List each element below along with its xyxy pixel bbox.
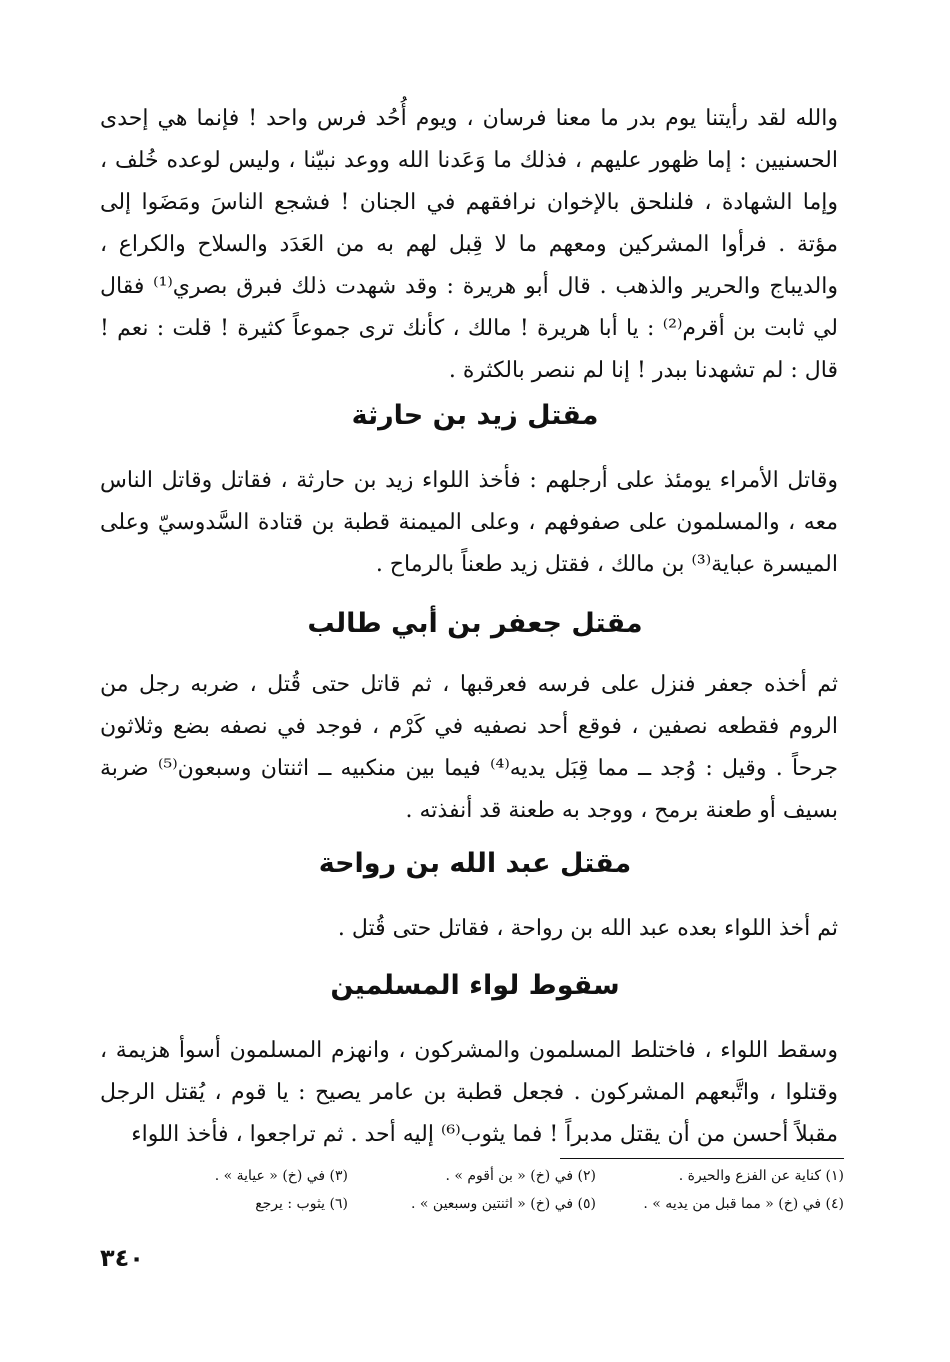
section-paragraph (100, 460, 838, 586)
section-paragraph (100, 664, 838, 832)
section-heading: مقتل عبد الله بن رواحة (318, 848, 632, 879)
section-paragraph (100, 908, 838, 950)
footnote-row (100, 1190, 844, 1218)
footnote: (٢) في (خ) « بن أقوم » . (445, 1168, 596, 1184)
page-number: ٣٤٠ (100, 1244, 144, 1272)
paragraph-text: ثم أخذ اللواء بعده عبد الله بن رواحة ، فقاتل حتى قُتل . (337, 916, 838, 941)
paragraph-text: وقاتل الأمراء يومئذ على أرجلهم : فأخذ اللواء زيد بن حارثة ، فقاتل وقاتل الناس معه ، والمسلمون على صفوفهم ، وعلى الميمنة قطبة بن قتادة السَّدوسيّ وعلى الميسرة عباية⁽³⁾ بن مالك ، فقتل زيد طعناً بالرماح . (100, 468, 838, 577)
section-paragraph (100, 1030, 838, 1156)
footnote-row (100, 1162, 844, 1190)
paragraph-text: وسقط اللواء ، فاختلط المسلمون والمشركون ، وانهزم المسلمون أسوأ هزيمة ، وقتلوا ، واتَّبعهم المشركون . فجعل قطبة بن عامر يصيح : يا قوم ، يُقتل الرجل مقبلاً أحسن من أن يقتل مدبراً ! فما يثوب⁽⁶⁾ إليه أحد . ثم تراجعوا ، فأخذ اللواء (100, 1038, 838, 1147)
footnotes (100, 1162, 844, 1218)
paragraph-text: ثم أخذه جعفر فنزل على فرسه فعرقبها ، ثم قاتل حتى قُتل ، ضربه رجل من الروم فقطعه نصفين ، فوقع أحد نصفيه في كَرْم ، فوجد في نصفه بضع وثلاثون جرحاً . وقيل : وُجد ــ مما قِبَل يديه⁽⁴⁾ فيما بين منكبيه ــ اثنتان وسبعون⁽⁵⁾ ضربة بسيف أو طعنة برمح ، ووجد به طعنة قد أنفذته . (100, 672, 839, 823)
footnote: (١) كناية عن الفزع والحيرة . (678, 1168, 844, 1184)
footnote-divider (560, 1158, 844, 1159)
footnote: (٣) في (خ) « عياية » . (214, 1168, 348, 1184)
section-heading: سقوط لواء المسلمين (330, 970, 620, 1001)
section-heading: مقتل جعفر بن أبي طالب (307, 608, 643, 639)
footnote: (٤) في (خ) « مما قبل من يديه » . (643, 1196, 844, 1212)
intro-paragraph (100, 98, 838, 392)
footnote: (٥) في (خ) « اثنتين وسبعين » . (411, 1196, 596, 1212)
section-heading: مقتل زيد بن حارثة (351, 400, 599, 431)
paragraph-text: والله لقد رأيتنا يوم بدر ما معنا فرسان ، ويوم أُحُد فرس واحد ! فإنما هي إحدى الحسنيين : إما ظهور عليهم ، فذلك ما وَعَدنا الله ووعد نبيّنا ، وليس لوعده خُلف ، وإما الشهادة ، فلنلحق بالإخوان نرافقهم في الجنان ! فشجع الناسَ ومَضَوا إلى مؤتة . فرأوا المشركين ومعهم ما لا قِبل لهم به من العَدَد والسلاح والكراع ، والديباج والحرير والذهب . قال أبو هريرة : وقد شهدت ذلك فبرق بصري⁽¹⁾ فقال لي ثابت بن أقرم⁽²⁾ : يا أبا هريرة ! مالك ، كأنك ترى جموعاً كثيرة ! قلت : نعم ! قال : لم تشهدنا ببدر ! إنا لم ننصر بالكثرة . (100, 106, 838, 383)
footnote: (٦) يثوب : يرجع (255, 1196, 348, 1212)
